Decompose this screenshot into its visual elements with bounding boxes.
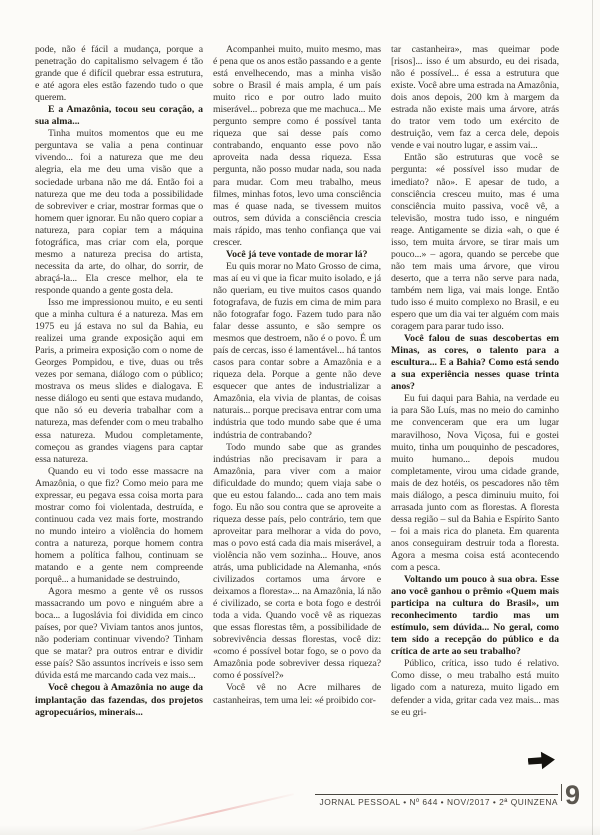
paragraph: tar castanheira», mas queimar pode [risos]... isso é um absurdo, eu dei risada, não é possível... é essa a estrutura que existe. Você abre uma estrada na Amazônia, dois anos depois, 200 km à margem da estrada não existe mais uma árvore, atrás do trator vem todo um exército de destruição, vem faz a cerca dele, depois vende e vai noutro lugar, e assim vai...	[391, 44, 559, 152]
scan-edge-line	[592, 0, 593, 835]
paragraph: Eu fui daqui para Bahia, na verdade eu ia para São Luís, mas no meio do caminho me convenceram que era um lugar maravilhoso, Nova Viçosa, fui e gostei muito, tinha um pouquinho de pescadores, muito humano... depois mudou completamente, virou uma cidade grande, mais de dez hotéis, os pescadores não têm mais diálogo, a pesca diminuiu muito, foi arrasada junto com as florestas. A floresta dessa região – sul da Bahia e Espírito Santo – foi a mais rica do planeta. Em quarenta anos conseguiram destruir toda a floresta. Agora a mesma coisa está acontecendo com a pesca.	[391, 393, 559, 574]
footer-page-tick	[561, 784, 562, 801]
interview-question: Voltando um pouco à sua obra. Esse ano você ganhou o prêmio «Quem mais participa na cultura do Brasil», um reconhecimento tardio mas um estímulo, sem dúvida... No geral, como tem sido a recepção do público e da crítica de arte ao seu trabalho?	[391, 574, 559, 658]
interview-question: Você chegou à Amazônia no auge da implantação das fazendas, dos projetos agropecuários, minerais...	[35, 682, 203, 718]
paragraph: Acompanhei muito, muito mesmo, mas é pena que os anos estão passando e a gente está envelhecendo, mas a minha visão sobre o Brasil é mais ampla, é um país muito rico e por outro lado muito miserável... pobreza que me machuca... Me pergunto sempre como é possível tanta riqueza que sai desse país como contrabando, enquanto esse povo não aproveita nada dessa riqueza. Essa pergunta, não posso mudar nada, sou nada para mudar. Com meu trabalho, meus filmes, minhas fotos, levo uma consciência mas é quase nada, se tivessem muitos outros, sem dúvida a consciência crescia mais rápido, mas tenho confiança que vai crescer.	[213, 44, 381, 248]
paragraph: Então são estruturas que você se pergunta: «é possível isso mudar de imediato? não». E apesar de tudo, a consciência cresceu muito, mas é uma consciência muito passiva, você vê, a televisão, mostra tudo isso, e ninguém reage. Antigamente se dizia «ah, o que é isso, tem muita árvore, se tirar mais um pouco...» – agora, quando se percebe que não tem mais uma árvore, que virou deserto, que a terra não serve para nada, também nem liga, vai mais longe. Então tudo isso é muito complexo no Brasil, e eu espero que um dia vai ter alguém com mais coragem para parar tudo isso.	[391, 152, 559, 333]
column-2	[213, 44, 381, 792]
interview-question: E a Amazônia, tocou seu coração, a sua alma...	[35, 104, 203, 128]
column-3	[391, 44, 559, 792]
page-number: 9	[565, 780, 581, 810]
footer-journal-line: JORNAL PESSOAL • Nº 644 • NOV/2017 • 2ª QUINZENA	[319, 797, 558, 807]
paragraph: Todo mundo sabe que as grandes indústrias não precisavam ir para a Amazônia, para viver com a maior dificuldade do mundo; quem viaja sabe o que eu estou falando... cada ano tem mais fogo. Eu não sou contra que se aproveite a riqueza desse país, pelo contrário, tem que aproveitar para melhorar a vida do povo, mas o povo está cada dia mais miserável, a violência não vem sozinha... Houve, anos atrás, uma publicidade na Alemanha, «nós civilizados cortamos uma árvore e deixamos a floresta»... na Amazônia, lá não é civilizado, se corta e bota fogo e destrói toda a vida. Quando você vê as riquezas que essas florestas têm, a possibilidade de sobrevivência dessas florestas, você diz: «como é possível botar fogo, se o povo da Amazônia pode sobreviver dessa riqueza? como é possível?»	[213, 441, 381, 682]
paragraph: Público, crítica, isso tudo é relativo. Como disse, o meu trabalho está muito ligado com a natureza, muito ligado em defender a vida, gritar cada vez mais... mas se eu gri-	[391, 658, 559, 718]
interview-question: Você já teve vontade de morar lá?	[226, 248, 368, 260]
column-1	[35, 44, 203, 792]
paragraph: Eu quis morar no Mato Grosso de cima, mas aí eu vi que ia ficar muito isolado, e já não queriam, eu tive muitos casos quando fotografava, de fuzis em cima de mim para não fotografar fogo. Fazem tudo para não falar desse assunto, e são sempre os mesmos que destroem, não é o povo. É um país de cercas, isso é lamentável... há tantos casos para contar sobre a Amazônia e a riqueza dela. Porque a gente não deve esquecer que antes de industrializar a Amazônia, ela vivia de plantas, de coisas naturais... porque precisava entrar com uma indústria que todo mundo sabe que é uma indústria de contrabando?	[213, 260, 381, 441]
footer-rule	[315, 794, 558, 795]
paragraph: Quando eu vi todo esse massacre na Amazônia, o que fiz? Como meio para me expressar, eu pegava essa coisa morta para mostrar como foi violentada, destruída, e continuou cada vez mais forte, mostrando no mundo inteiro a violência do homem contra a natureza, porque homem contra homem a política falhou, continuam se matando e a gente nem compreende porquê... a humanidade se destruindo,	[35, 465, 203, 586]
paragraph: Você vê no Acre milhares de castanheiras, tem uma lei: «é proibido cor-	[213, 682, 381, 706]
interview-question: Você falou de suas descobertas em Minas, as cores, o talento para a escultura... E a Bahia? Como está sendo a sua experiência nesses quase trinta anos?	[391, 333, 559, 393]
paragraph: Tinha muitos momentos que eu me perguntava se valia a pena continuar vivendo... foi a natureza que me deu alegria, ela me deu uma visão que a sociedade urbana não me dá. Então foi a natureza que me deu toda a possibilidade de sobreviver e criar, mostrar formas que o homem quer ignorar. Eu não quero copiar a natureza, para copiar tem a máquina fotográfica, mas criar com ela, porque mesmo a natureza precisa do artista, necessita da arte, do olhar, do sorrir, de abraçá-la... Ela cresce melhor, ela te responde quando a gente gosta dela.	[35, 128, 203, 296]
paragraph: Agora mesmo a gente vê os russos massacrando um povo e ninguém abre a boca... a Iugoslávia foi dividida em cinco países, por que? Viviam tantos anos juntos, não poderiam continuar vivendo? Tinham que se matar? pra outros entrar e dividir esse país? São assuntos incríveis e isso sem dúvida está me marcando cada vez mais...	[35, 586, 203, 682]
scan-bottom-shadow	[0, 825, 600, 835]
paragraph: Isso me impressionou muito, e eu senti que a minha cultura é a natureza. Mas em 1975 eu já estava no sul da Bahia, eu realizei uma grande exposição aqui em Paris, a primeira exposição com o nome de Georges Pompidou, e tive, duas ou três vezes por semana, diálogo com o público; mostrava os meus slides e dialogava. E nesse diálogo eu senti que estava mudando, que não só eu deveria trabalhar com a natureza, mas defender com o meu trabalho essa natureza. Mudou completamente, começou as grandes viagens para captar essa natureza.	[35, 296, 203, 465]
paragraph: pode, não é fácil a mudança, porque a penetração do capitalismo selvagem é tão grande que é difícil quebrar essa estrutura, e até agora eles estão fazendo tudo o que querem.	[35, 44, 203, 104]
text-columns	[35, 44, 561, 792]
